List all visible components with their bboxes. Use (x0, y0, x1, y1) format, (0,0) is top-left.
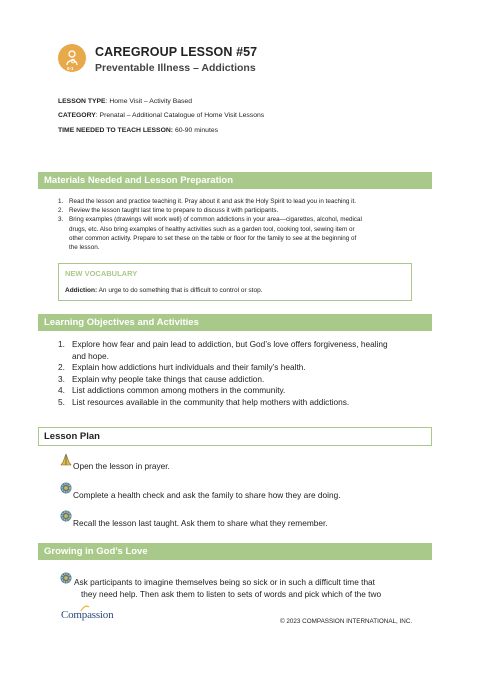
meta-time-needed: TIME NEEDED TO TEACH LESSON: 60-90 minutes (58, 127, 219, 134)
meta-category: CATEGORY: Prenatal – Additional Catalogue of Home Visit Lessons (58, 112, 265, 119)
objectives-list (58, 339, 428, 409)
gear-flower-icon (59, 509, 73, 523)
vocabulary-definition: Addiction: An urge to do something that is difficult to control or stop. (65, 287, 263, 294)
lesson-plan-step-2: Complete a health check and ask the family to share how they are doing. (73, 490, 341, 500)
section-objectives-heading: Learning Objectives and Activities (38, 314, 432, 331)
list-item: 1. Explore how fear and pain lead to addiction, but God’s love offers forgiveness, healing and hope. (58, 339, 388, 361)
list-item: 1. Read the lesson and practice teaching it. Pray about it and ask the Holy Spirit to lead you in teaching it. (58, 198, 357, 205)
section-materials-heading: Materials Needed and Lesson Preparation (38, 172, 432, 189)
lesson-plan-step-3: Recall the lesson last taught. Ask them to share what they remember. (73, 518, 328, 528)
meta-lesson-type: LESSON TYPE: Home Visit – Activity Based (58, 98, 192, 105)
materials-list (58, 197, 428, 252)
gear-flower-icon (59, 481, 73, 495)
list-item: 5. List resources available in the community that help mothers with addictions. (58, 396, 350, 407)
list-item: 2. Review the lesson taught last time to prepare to discuss it with participants. (58, 207, 279, 215)
section-growing-heading: Growing in God’s Love (38, 543, 432, 560)
lesson-plan-step-1: Open the lesson in prayer. (73, 461, 170, 471)
praying-hands-icon (59, 453, 73, 467)
compassion-logo-text: Compassion (61, 609, 114, 621)
lesson-title: CAREGROUP LESSON #57 (95, 45, 258, 59)
list-item: 3. Explain why people take things that cause addiction. (58, 373, 265, 384)
copyright-text: © 2023 COMPASSION INTERNATIONAL, INC. (280, 618, 413, 625)
list-item: 3. Bring examples (drawings will work well) of common addictions in your area—cigarettes, alcohol, medical drugs, etc. Also bring examples of healthy activities such as a garden tool, cooking tool, sewing item or other common activity. Prepare to set these on the table or floor for the family to see at the beginning of the lesson. (58, 216, 362, 252)
vocabulary-heading: NEW VOCABULARY (65, 269, 138, 278)
logo-age-label: 0-1 (67, 66, 74, 71)
compassion-swoosh-icon (80, 604, 90, 612)
section-lesson-plan-heading: Lesson Plan (38, 427, 432, 446)
vocabulary-box (58, 263, 412, 301)
list-item: 2. Explain how addictions hurt individuals and their family’s health. (58, 362, 306, 373)
lesson-subtitle: Preventable Illness – Addictions (95, 62, 256, 74)
growing-paragraph: Ask participants to imagine themselves being so sick or in such a difficult time that they need help. Then ask them to listen to sets of words and pick which of the two (74, 577, 382, 599)
list-item: 4. List addictions common among mothers in the community. (58, 385, 286, 396)
